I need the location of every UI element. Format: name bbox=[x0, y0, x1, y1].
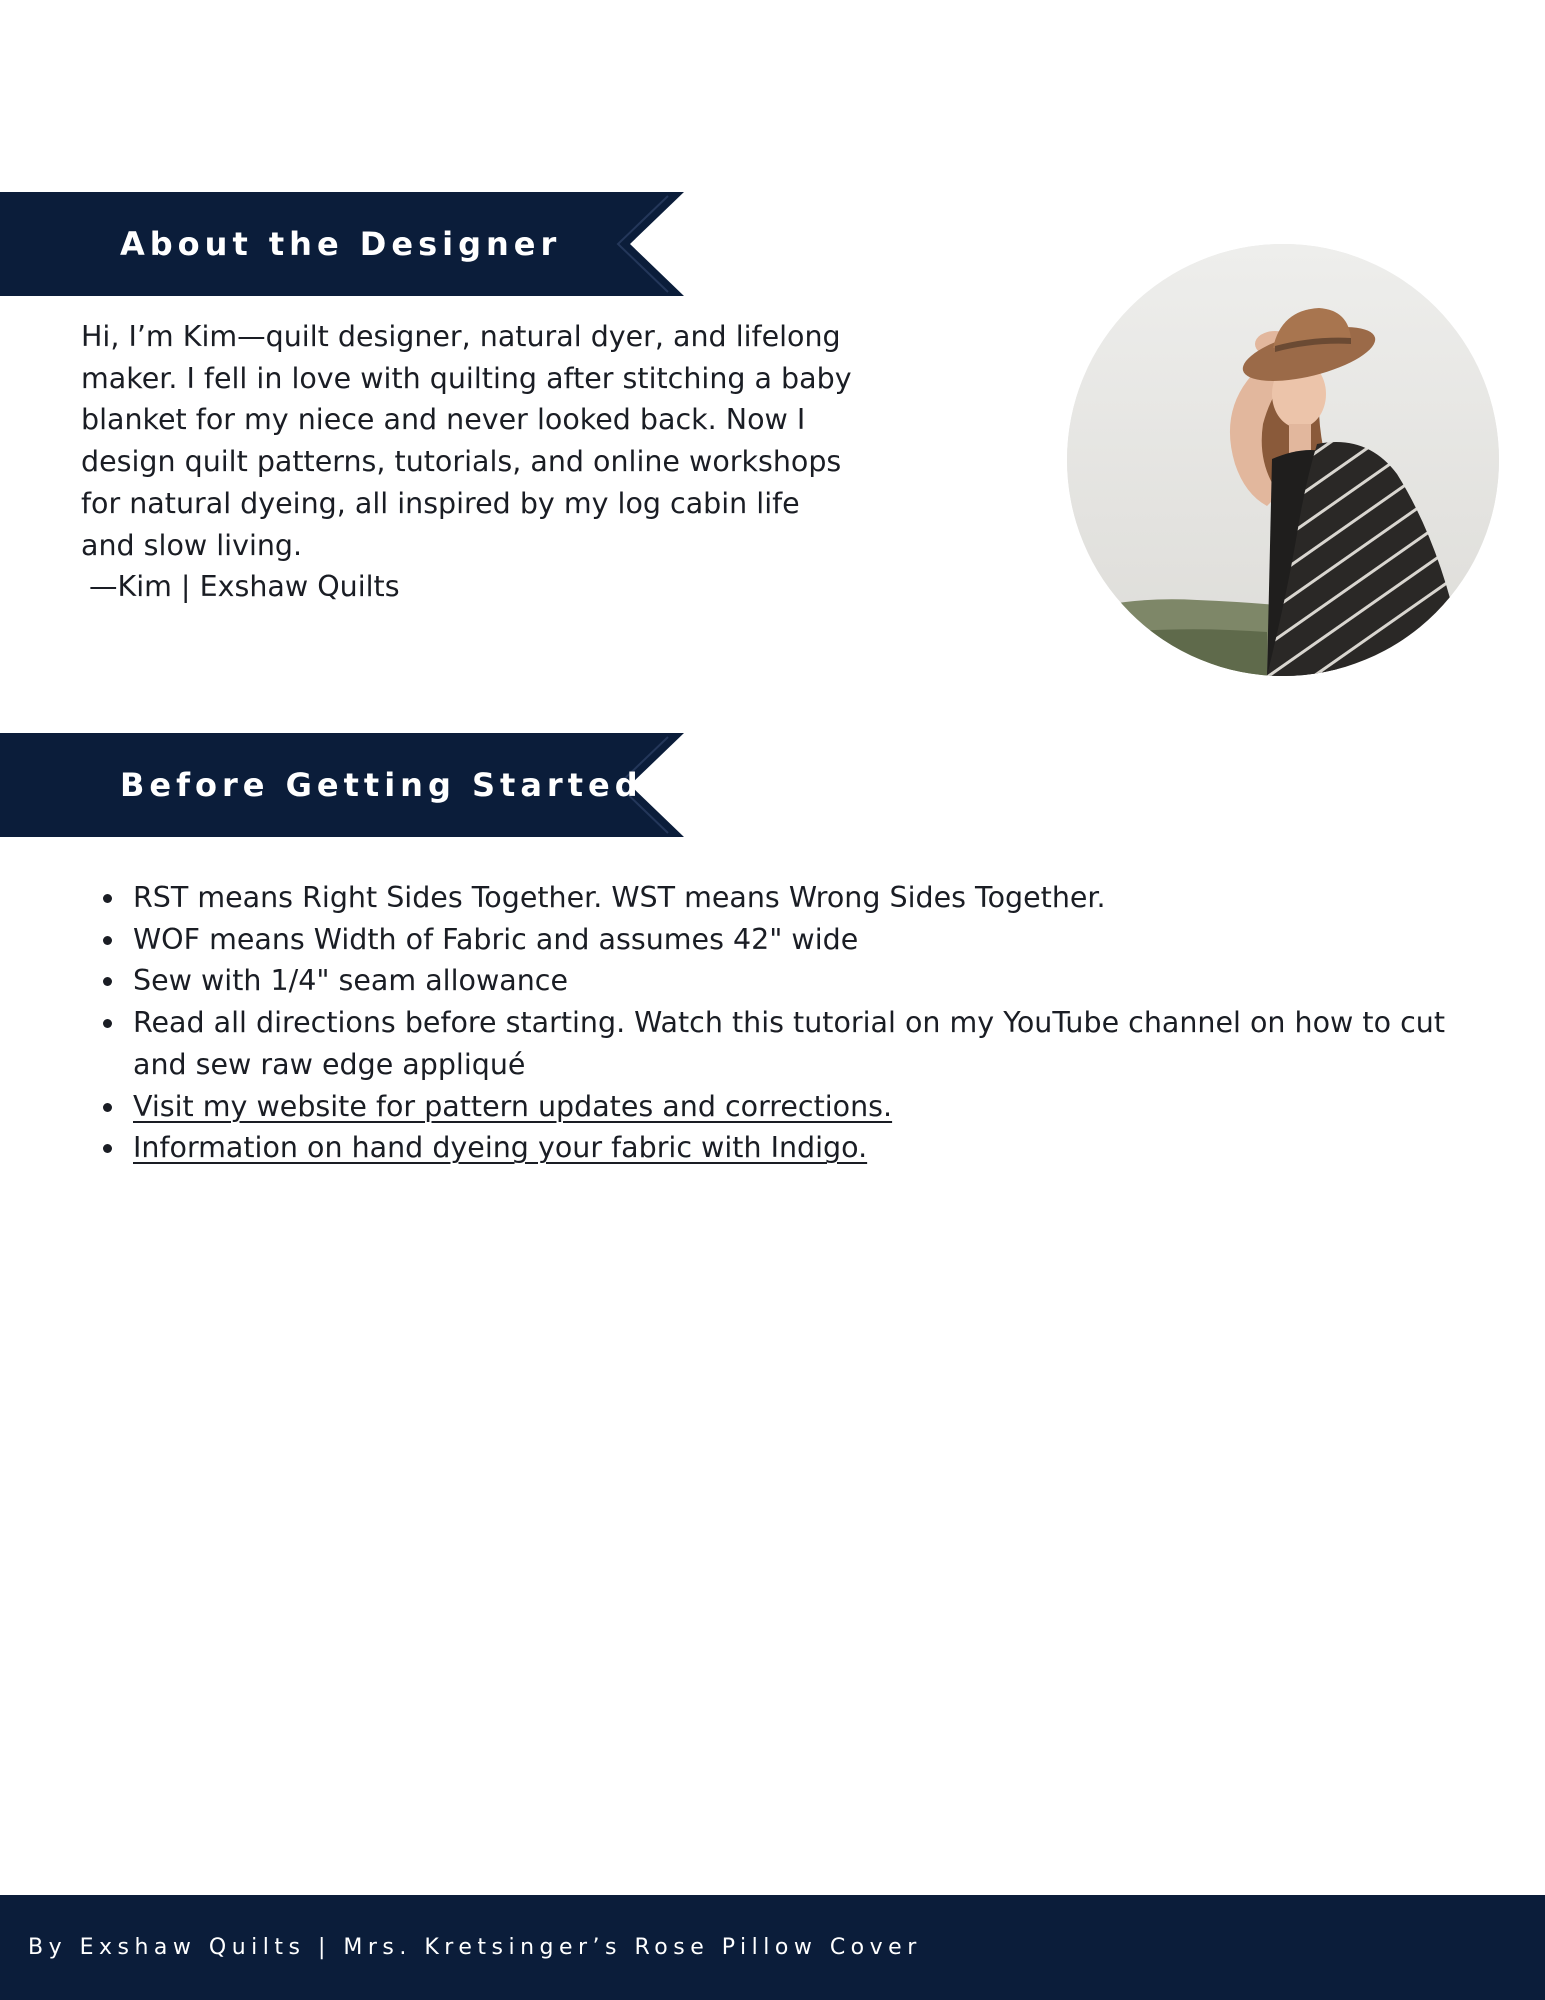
website-updates-link[interactable]: Visit my website for pattern updates and corrections. bbox=[133, 1089, 893, 1123]
page-footer bbox=[0, 1895, 1545, 2000]
bio-signature: —Kim | Exshaw Quilts bbox=[89, 570, 400, 604]
list-item bbox=[133, 1127, 1473, 1169]
list-item: RST means Right Sides Together. WST means Wrong Sides Together. bbox=[133, 877, 1473, 919]
indigo-dyeing-link[interactable]: Information on hand dyeing your fabric with Indigo. bbox=[133, 1131, 868, 1165]
designer-bio bbox=[81, 316, 861, 608]
designer-photo bbox=[1067, 244, 1499, 676]
before-heading: Before Getting Started bbox=[120, 766, 643, 804]
footer-text: By Exshaw Quilts | Mrs. Kretsinger’s Rose Pillow Cover bbox=[28, 1935, 922, 1960]
list-item bbox=[133, 1086, 1473, 1128]
about-section-banner bbox=[0, 192, 684, 296]
list-item: Sew with 1/4" seam allowance bbox=[133, 960, 1473, 1002]
bio-paragraph: Hi, I’m Kim—quilt designer, natural dyer, and lifelong maker. I fell in love with quilting after stitching a baby blanket for my niece and never looked back. Now I design quilt patterns, tutorials, and online workshops for natural dyeing, all inspired by my log cabin life and slow living. bbox=[81, 320, 852, 562]
list-item: WOF means Width of Fabric and assumes 42" wide bbox=[133, 919, 1473, 961]
tips-list bbox=[133, 877, 1473, 1169]
before-section-banner bbox=[0, 733, 684, 837]
designer-portrait-illustration bbox=[1067, 244, 1499, 676]
list-item: Read all directions before starting. Watch this tutorial on my YouTube channel on how to cut and sew raw edge appliqué bbox=[133, 1002, 1473, 1085]
about-heading: About the Designer bbox=[120, 225, 562, 263]
